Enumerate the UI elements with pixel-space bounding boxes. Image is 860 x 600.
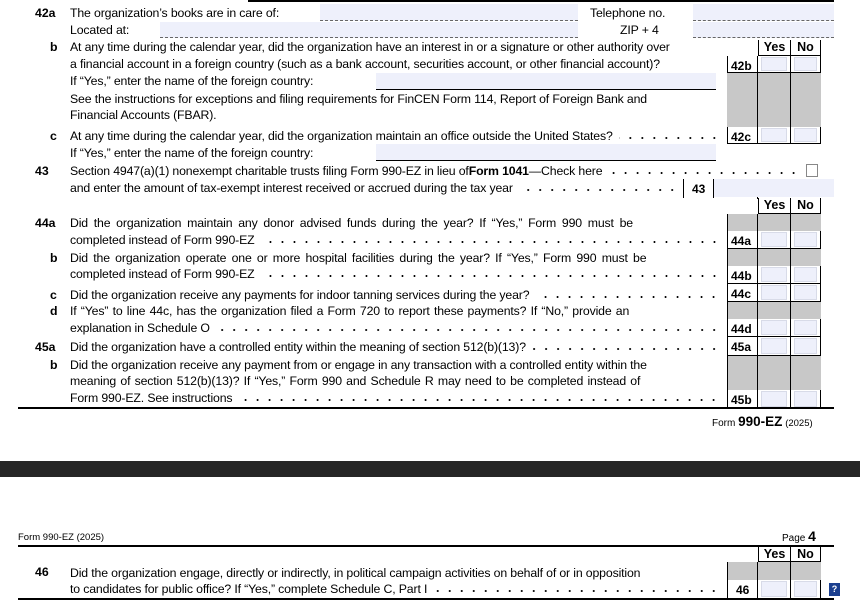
help-icon[interactable]: ? bbox=[829, 583, 840, 596]
footer-form-word: Form bbox=[712, 418, 736, 429]
line-label-46: 46 bbox=[727, 580, 758, 599]
no-checkbox-44c[interactable] bbox=[791, 284, 821, 302]
column-rule bbox=[757, 214, 758, 408]
page-word: Page bbox=[782, 533, 806, 544]
line-letter: b bbox=[50, 251, 58, 265]
page-header-form: Form 990-EZ (2025) bbox=[18, 532, 105, 543]
line-number: 45a bbox=[35, 340, 56, 354]
check-here-checkbox-43[interactable] bbox=[806, 164, 818, 177]
line-letter: d bbox=[50, 304, 58, 318]
shaded-area bbox=[727, 302, 821, 319]
telephone-label: Telephone no. bbox=[590, 6, 666, 20]
yes-header: Yes bbox=[758, 40, 791, 56]
line-45a-text bbox=[70, 339, 720, 355]
line-44a-text: Did the organization maintain any donor advised funds during the year? If “Yes,” Form 990 must be bbox=[70, 216, 633, 230]
shaded-area bbox=[727, 214, 821, 231]
shaded-area bbox=[727, 562, 821, 580]
shaded-area bbox=[727, 249, 821, 266]
line-42c-text: If “Yes,” enter the name of the foreign country: bbox=[70, 146, 314, 160]
line-label-44d: 44d bbox=[727, 319, 758, 337]
section-bottom-rule bbox=[18, 407, 834, 409]
line-45b-text-3: Form 990-EZ. See instructions bbox=[70, 391, 233, 405]
dot-leader bbox=[238, 392, 720, 402]
column-rule bbox=[727, 214, 728, 408]
yes-checkbox-42c[interactable] bbox=[758, 127, 791, 144]
telephone-input[interactable] bbox=[693, 4, 834, 21]
page-top-rule bbox=[18, 545, 834, 547]
tax-exempt-interest-input[interactable] bbox=[714, 179, 834, 197]
form-footer bbox=[712, 414, 813, 429]
line-number: 46 bbox=[35, 565, 49, 579]
yes-checkbox-45a[interactable] bbox=[758, 337, 791, 356]
zip-label: ZIP + 4 bbox=[620, 23, 659, 37]
line-42c-question: At any time during the calendar year, did the organization maintain an office outside the United States? bbox=[70, 129, 613, 143]
no-header: No bbox=[791, 40, 821, 56]
line-44d-text-2: explanation in Schedule O bbox=[70, 321, 210, 335]
column-rule bbox=[790, 73, 791, 127]
column-rule bbox=[757, 197, 758, 199]
line-43-text bbox=[70, 180, 678, 196]
line-42b-text: See the instructions for exceptions and filing requirements for FinCEN Form 114, Report of Foreign Bank and bbox=[70, 92, 647, 106]
no-checkbox-44d[interactable] bbox=[791, 319, 821, 337]
line-44b-text-2: completed instead of Form 990-EZ bbox=[70, 267, 255, 281]
line-42b-text: a financial account in a foreign country (such as a bank account, securities account, or other financial account)? bbox=[70, 57, 660, 71]
form-1041: Form 1041 bbox=[468, 164, 529, 178]
located-at-input[interactable] bbox=[160, 22, 578, 38]
line-number: 44a bbox=[35, 216, 56, 230]
dot-leader bbox=[535, 289, 720, 299]
no-header: No bbox=[791, 198, 821, 214]
yes-checkbox-45b[interactable] bbox=[758, 390, 791, 408]
line-42a-text: The organization’s books are in care of: bbox=[70, 6, 280, 20]
books-care-of-input[interactable] bbox=[320, 4, 578, 21]
line-43-text-c: —Check here bbox=[528, 164, 603, 178]
line-46-text-2: to candidates for public office? If “Yes,” complete Schedule C, Part I bbox=[70, 582, 428, 596]
no-checkbox-45b[interactable] bbox=[791, 390, 821, 408]
column-rule bbox=[790, 214, 791, 408]
no-checkbox-45a[interactable] bbox=[791, 337, 821, 356]
line-44a-text bbox=[70, 232, 720, 248]
line-45b-text: meaning of section 512(b)(13)? If “Yes,” Form 990 and Schedule R may need to be completed instead of bbox=[70, 374, 641, 388]
column-rule bbox=[727, 562, 728, 599]
line-42b-text: Financial Accounts (FBAR). bbox=[70, 108, 217, 122]
top-rule bbox=[248, 0, 834, 2]
line-number: 42a bbox=[35, 6, 56, 20]
no-checkbox-42b[interactable] bbox=[791, 56, 821, 73]
line-letter: b bbox=[50, 358, 58, 372]
yes-checkbox-44c[interactable] bbox=[758, 284, 791, 302]
dot-leader bbox=[608, 165, 800, 175]
no-checkbox-44a[interactable] bbox=[791, 231, 821, 249]
shaded-area bbox=[727, 356, 821, 390]
line-42b-text: If “Yes,” enter the name of the foreign country: bbox=[70, 74, 314, 88]
yes-checkbox-44a[interactable] bbox=[758, 231, 791, 249]
line-label-44a: 44a bbox=[727, 231, 758, 249]
no-header: No bbox=[791, 547, 821, 562]
line-letter: c bbox=[50, 129, 57, 143]
line-44c-text bbox=[70, 287, 720, 303]
foreign-country-input-42b[interactable] bbox=[376, 73, 716, 90]
line-label-43: 43 bbox=[683, 179, 714, 198]
page-num: 4 bbox=[808, 528, 816, 544]
dot-leader bbox=[261, 268, 720, 278]
line-44b-text: Did the organization operate one or more hospital facilities during the year? If “Yes,” Form 990 must be bbox=[70, 251, 647, 265]
line-label-45b: 45b bbox=[727, 390, 758, 408]
line-number: 43 bbox=[35, 164, 49, 178]
line-label-44b: 44b bbox=[727, 266, 758, 284]
yes-checkbox-42b[interactable] bbox=[758, 56, 791, 73]
footer-year: (2025) bbox=[785, 418, 813, 429]
line-42c-text bbox=[70, 128, 720, 144]
line-44d-text bbox=[70, 320, 720, 336]
line-43-text bbox=[70, 163, 800, 179]
line-label-44c: 44c bbox=[727, 284, 758, 302]
line-46-text: Did the organization engage, directly or indirectly, in political campaign activities on behalf of or in opposition bbox=[70, 566, 641, 580]
footer-form-name: 990-EZ bbox=[738, 414, 783, 429]
yes-checkbox-44b[interactable] bbox=[758, 266, 791, 284]
line-label-45a: 45a bbox=[727, 337, 758, 356]
line-42b-text: At any time during the calendar year, did the organization have an interest in or a signature or other authority over bbox=[70, 40, 670, 54]
no-checkbox-46[interactable] bbox=[791, 580, 821, 599]
line-letter: b bbox=[50, 40, 58, 54]
line-45a-question: Did the organization have a controlled entity within the meaning of section 512(b)(13)? bbox=[70, 340, 526, 354]
yes-header: Yes bbox=[758, 198, 791, 214]
line-43-text-2: and enter the amount of tax-exempt interest received or accrued during the tax year bbox=[70, 181, 513, 195]
dot-leader bbox=[519, 182, 678, 192]
located-at-label: Located at: bbox=[70, 23, 130, 37]
line-43-text-a: Section 4947(a)(1) nonexempt charitable trusts filing Form 990-EZ in lieu of bbox=[70, 164, 469, 178]
line-46-text bbox=[70, 581, 720, 597]
yes-checkbox-46[interactable] bbox=[758, 580, 791, 599]
column-rule bbox=[757, 73, 758, 127]
dot-leader bbox=[216, 322, 720, 332]
yes-checkbox-44d[interactable] bbox=[758, 319, 791, 337]
line-45b-text bbox=[70, 390, 720, 406]
dot-leader bbox=[433, 583, 720, 593]
column-rule bbox=[757, 562, 758, 599]
dot-leader bbox=[532, 341, 720, 351]
shaded-area bbox=[727, 73, 821, 127]
line-44d-text: If “Yes” to line 44c, has the organization filed a Form 720 to report these payments? If “No,” provide an bbox=[70, 304, 630, 318]
foreign-country-input-42c[interactable] bbox=[376, 144, 716, 161]
line-45b-text: Did the organization receive any payment from or engage in any transaction with a controlled entity within the bbox=[70, 358, 647, 372]
no-checkbox-44b[interactable] bbox=[791, 266, 821, 284]
line-label-42c: 42c bbox=[727, 127, 758, 144]
line-letter: c bbox=[50, 288, 57, 302]
zip-input[interactable] bbox=[693, 22, 834, 38]
line-44a-text-2: completed instead of Form 990-EZ bbox=[70, 233, 255, 247]
yes-header: Yes bbox=[758, 547, 791, 562]
dot-leader bbox=[619, 130, 720, 140]
line-44c-question: Did the organization receive any payments for indoor tanning services during the year? bbox=[70, 288, 530, 302]
line-44b-text bbox=[70, 266, 720, 282]
line-label-42b: 42b bbox=[727, 56, 758, 73]
column-rule bbox=[790, 562, 791, 599]
dot-leader bbox=[261, 234, 720, 244]
page-number bbox=[782, 528, 816, 544]
no-checkbox-42c[interactable] bbox=[791, 127, 821, 144]
page-divider bbox=[0, 461, 860, 477]
